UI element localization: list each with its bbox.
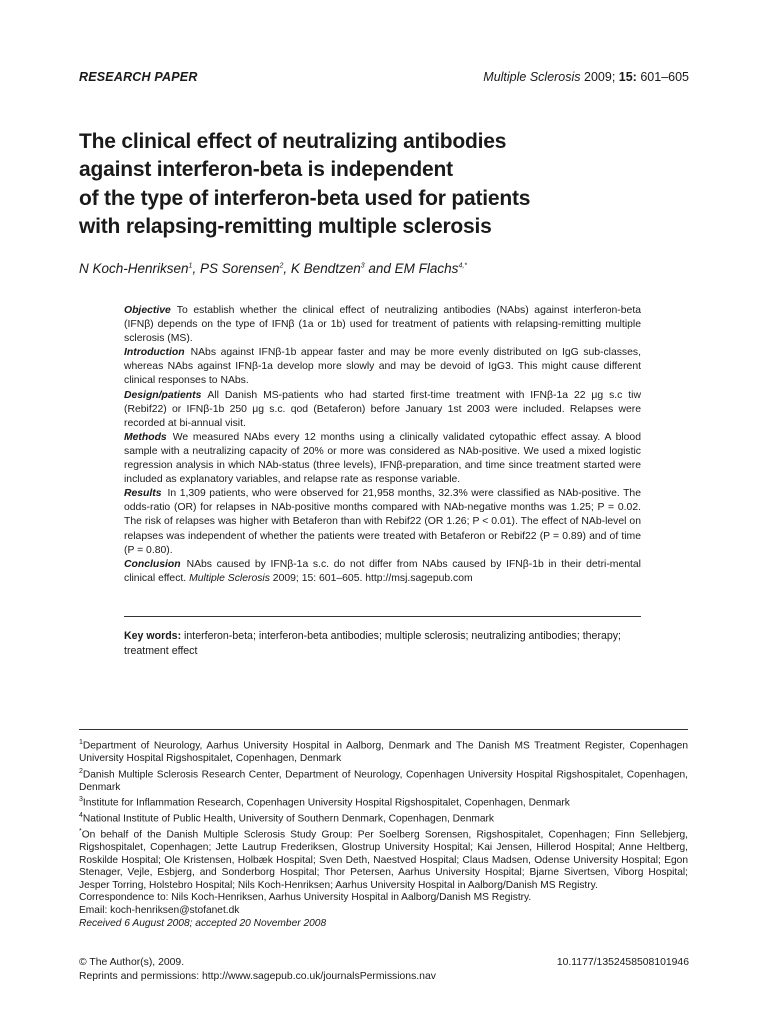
abstract-label: Introduction [124, 347, 185, 359]
affiliation-text: Danish Multiple Sclerosis Research Center, Department of Neurology, Copenhagen University Hospital Rigshospitalet, Copenhagen, Denmark [79, 768, 688, 793]
keywords [124, 629, 641, 658]
abstract-text: To establish whether the clinical effect of neutralizing antibodies (NAbs) against interferon-beta (IFNβ) depends on the type of IFNβ (1a or 1b) used for treatment of patients with relapsing-remitting multiple sclerosis (MS). [124, 305, 641, 345]
journal-volume: 15: [618, 70, 637, 84]
footer-left [79, 956, 436, 984]
affiliation-text: Institute for Inflammation Research, Copenhagen University Hospital Rigshospitalet, Copenhagen, Denmark [82, 797, 570, 809]
affiliation-mark: 1 [79, 739, 83, 746]
abstract-conclusion [124, 558, 641, 586]
affiliation-text: Department of Neurology, Aarhus University Hospital in Aalborg, Denmark and The Danish MS Treatment Register, Copenhagen University Hospital Rigshospitalet, Copenhagen, Denmark [79, 740, 688, 764]
abstract-text: We measured NAbs every 12 months using a clinically validated cytopathic effect assay. A blood sample with a neutralizing capacity of 20% or more was considered as NAb-positive. We used a mixed logistic regression analysis in which NAb-status (three levels), IFNβ-preparation, and time since treatment started were included as explanatory variables, and relapse rate as response variable. [124, 431, 641, 486]
reprints-text: Reprints and permissions: http://www.sagepub.co.uk/journalsPermissions.nav [79, 971, 436, 982]
paper-title [79, 128, 639, 241]
abstract-label: Conclusion [124, 558, 181, 570]
author-affil-mark: 3 [360, 262, 365, 270]
author-name: N Koch-Henriksen [79, 261, 189, 276]
title-line: of the type of interferon-beta used for patients [79, 186, 531, 210]
affiliation-text: On behalf of the Danish Multiple Sclerosis Study Group: Per Soelberg Sorensen, Rigshospitalet, Copenhagen; Finn Sellebjerg, Rigshospitalet, Copenhagen; Jette Lautrup Frederiksen, Glostrup University Hospital; Kai Jensen, Hillerod Hospital; Anne Heltberg, Roskilde Hospital; Ole Kristensen, Holbæk Hospital; Sven Deth, Naestved Hospital; Claus Madsen, Odense University Hospital; Egon Stenager, Vejle, Esbjerg, and Sonderborg Hospital; Thor Petersen, Aarhus University Hospital; Bjarne Sivertsen, Viborg Hospital; Jesper Torring, Holstebro Hospital; Nils Koch-Henriksen; Aarhus University Hospital in Aalborg/Danish MS Registry. [79, 829, 688, 891]
copyright-text: © The Author(s), 2009. [79, 957, 185, 968]
title-line: against interferon-beta is independent [79, 158, 453, 182]
affiliation-item [79, 737, 688, 766]
title-line: The clinical effect of neutralizing antibodies [79, 130, 507, 153]
journal-year: 2009; [580, 70, 619, 84]
affiliation-item [79, 766, 688, 795]
affiliation-item [79, 794, 688, 810]
affiliation-item [79, 826, 688, 892]
journal-name: Multiple Sclerosis [483, 70, 581, 84]
abstract-label: Design/patients [124, 389, 202, 401]
abstract [124, 304, 641, 586]
abstract-text: In 1,309 patients, who were observed for 21,958 months, 32.3% were classified as NAb-positive. The odds-ratio (OR) for relapses in NAb-positive months compared with NAb-negative months was 1.25; P = 0.02. The risk of relapses was higher with Betaferon than with Rebif22 (OR 1.26; P < 0.01). The effect of NAb-level on relapses was independent of whether the patients were treated with Betaferon or Rebif22 (P = 0.89) and of time (P = 0.80). [124, 488, 641, 556]
abstract-text: NAbs against IFNβ-1b appear faster and may be more evenly distributed on IgG sub-classes, whereas NAbs against IFNβ-1a develop more slowly and may be devoid of IgG3. This might cause different clinical responses to NAbs. [124, 347, 641, 387]
affiliation-mark: 4 [79, 812, 83, 820]
doi-text: 10.1177/1352458508101946 [556, 957, 689, 968]
citation-journal: Multiple Sclerosis [189, 572, 270, 584]
abstract-label: Objective [124, 305, 171, 316]
abstract-text: All Danish MS-patients who had started first-time treatment with IFNβ-1a 22 μg s.c tiw (Rebif22) or IFNβ-1b 250 μg s.c. qod (Betaferon) before January 1st 2003 were included. Relapses were recorded at bi-annual visit. [124, 389, 641, 429]
abstract-label: Results [124, 488, 162, 500]
keywords-label: Key words: [124, 630, 182, 642]
abstract-divider [124, 616, 641, 617]
author-name: , PS Sorensen [192, 261, 280, 276]
author-affil-mark: 4,* [458, 262, 467, 270]
email-line: Email: koch-henriksen@stofanet.dk [79, 905, 240, 917]
abstract-introduction [124, 346, 641, 388]
affiliation-text: National Institute of Public Health, University of Southern Denmark, Copenhagen, Denmark [82, 813, 495, 825]
affiliation-mark: * [79, 828, 82, 836]
running-head [79, 70, 689, 88]
journal-citation [483, 70, 689, 84]
correspondence: Correspondence to: Nils Koch-Henriksen, Aarhus University Hospital in Aalborg/Danish MS Registry. [79, 892, 532, 904]
abstract-design [124, 389, 641, 431]
abstract-citation [189, 573, 473, 584]
abstract-text: NAbs caused by IFNβ-1a s.c. do not differ from NAbs caused by IFNβ-1b in their detri-mental clinical effect. [124, 558, 641, 584]
author-list [79, 261, 467, 276]
keywords-text: interferon-beta; interferon-beta antibodies; multiple sclerosis; neutralizing antibodies; therapy; treatment effect [124, 630, 621, 657]
title-line: with relapsing-remitting multiple sclerosis [79, 215, 492, 239]
abstract-methods [124, 431, 641, 487]
section-label: RESEARCH PAPER [79, 70, 198, 84]
received-dates: Received 6 August 2008; accepted 20 November 2008 [79, 917, 327, 929]
author-name: and EM Flachs [364, 261, 459, 276]
footnote-divider [79, 729, 688, 730]
affiliation-mark: 3 [79, 796, 83, 804]
author-affil-mark: 1 [188, 262, 193, 270]
author-name: , K Bendtzen [283, 261, 361, 276]
abstract-objective [124, 304, 641, 346]
affiliation-mark: 2 [79, 767, 83, 775]
abstract-results [124, 487, 641, 557]
affiliation-item [79, 810, 688, 826]
author-affil-mark: 2 [279, 262, 284, 270]
abstract-label: Methods [124, 431, 167, 443]
citation-rest: 2009; 15: 601–605. http://msj.sagepub.com [269, 572, 473, 584]
journal-pages: 601–605 [636, 70, 689, 84]
affiliations [79, 737, 688, 930]
